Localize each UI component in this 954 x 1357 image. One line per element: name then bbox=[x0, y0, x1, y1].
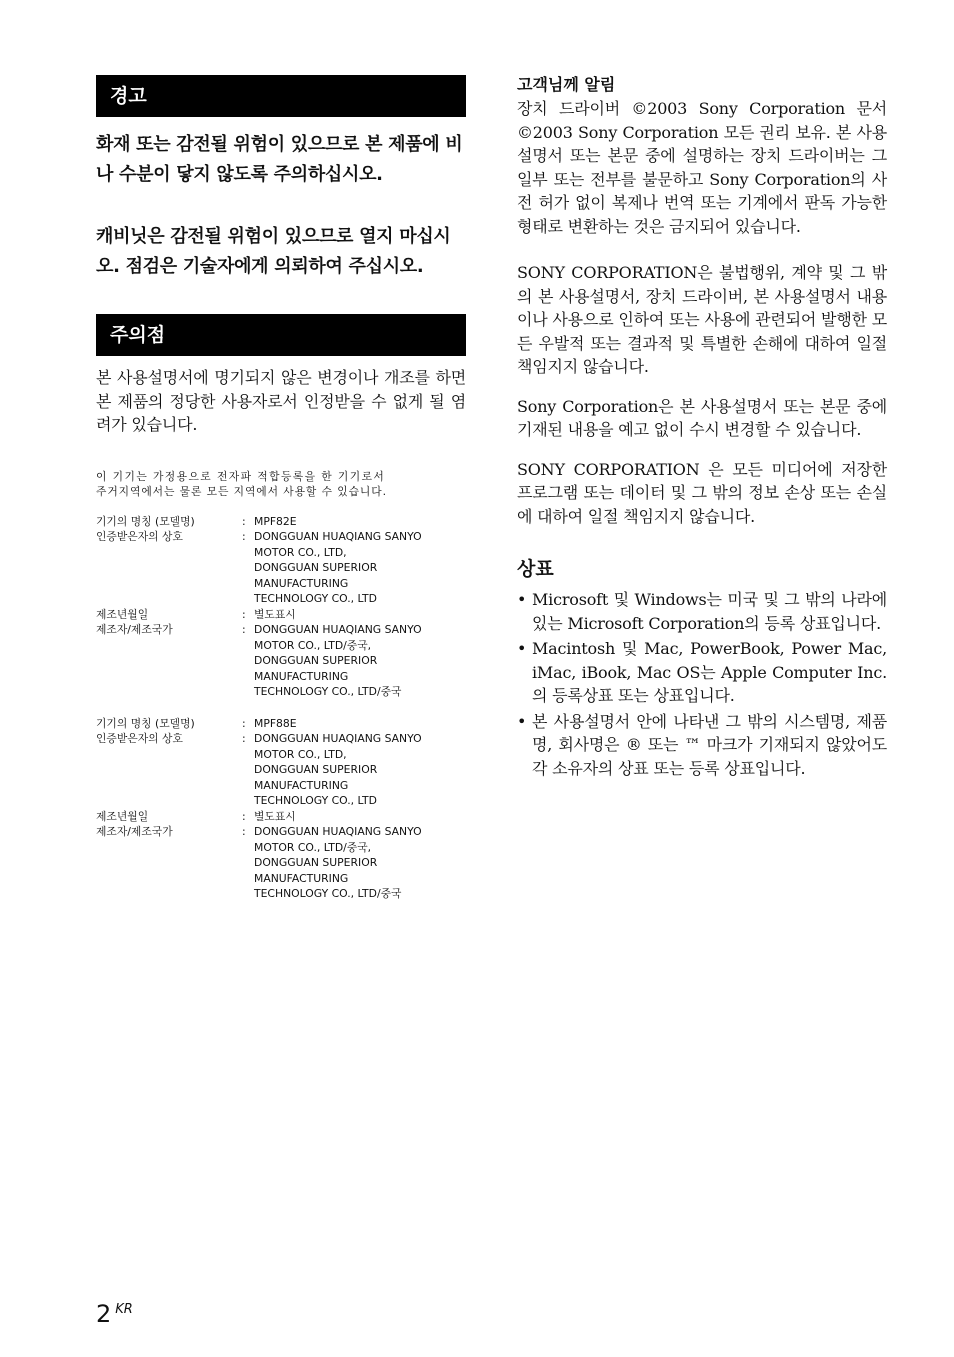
model-info-blocks bbox=[96, 514, 466, 902]
model-info-label: 제조년월일 bbox=[96, 809, 149, 823]
notice-paragraph-1: 장치 드라이버 ©2003 Sony Corporation 문서 ©2003 Sony Corporation 모든 권리 보유. 본 사용설명서 또는 본문 중에 설명하는 장치 드라이버는 그 일부 또는 전부를 불문하고 Sony Corporation의 사전 허가 없이 복제나 번역 또는 기계에서 판독 가능한 형태로 변환하는 것은 금지되어 있습니다. bbox=[517, 99, 887, 236]
model-info-table bbox=[96, 514, 466, 700]
model-info-colon: : bbox=[242, 825, 246, 838]
model-info-colon: : bbox=[242, 809, 246, 823]
bullet-icon: • bbox=[517, 711, 527, 731]
trademark-list bbox=[517, 588, 887, 780]
caution-paragraph: 본 사용설명서에 명기되지 않은 변경이나 개조를 하면 본 제품의 정당한 사용자로서 인정받을 수 없게 될 염려가 있습니다. bbox=[96, 368, 466, 434]
trademark-text: 본 사용설명서 안에 나타낸 그 밖의 시스템명, 제품명, 회사명은 ® 또는 ™ 마크가 기재되지 않았어도 각 소유자의 상표 또는 등록 상표입니다. bbox=[532, 711, 887, 778]
model-info-label: 기기의 명칭 (모델명) bbox=[96, 716, 195, 730]
model-info-colon: : bbox=[242, 514, 246, 528]
trademark-text: Microsoft 및 Windows는 미국 및 그 밖의 나라에 있는 Microsoft Corporation의 등록 상표입니다. bbox=[532, 590, 887, 633]
model-info-value: MPF88E bbox=[254, 716, 297, 730]
model-info-table bbox=[96, 716, 466, 902]
model-info-label: 제조자/제조국가 bbox=[96, 825, 173, 838]
warning-paragraph-2: 캐비닛은 감전될 위험이 있으므로 열지 마십시오. 점검은 기술자에게 의뢰하여 주십시오. bbox=[96, 226, 451, 277]
model-info-value: DONGGUAN HUAQIANG SANYO MOTOR CO., LTD/중국, DONGGUAN SUPERIOR MANUFACTURING TECHNOLOGY CO., LTD/중국 bbox=[254, 623, 422, 698]
model-info-value: 별도표시 bbox=[254, 607, 296, 621]
left-column bbox=[96, 75, 466, 902]
bullet-icon: • bbox=[517, 639, 527, 658]
notice-paragraph-4: SONY CORPORATION 은 모든 미디어에 저장한 프로그램 또는 데이터 및 그 밖의 정보 손상 또는 손실에 대하여 일절 책임지지 않습니다. bbox=[517, 459, 887, 526]
model-info-row bbox=[96, 607, 466, 623]
model-info-label: 인증받은자의 상호 bbox=[96, 530, 183, 543]
emc-notice bbox=[96, 469, 466, 500]
model-info-row bbox=[96, 529, 466, 607]
trademark-item bbox=[517, 637, 887, 708]
trademark-text: Macintosh 및 Mac, PowerBook, Power Mac, iMac, iBook, Mac OS는 Apple Computer Inc.의 등록상표 또는 상표입니다. bbox=[532, 639, 887, 705]
notice-paragraph-3: Sony Corporation은 본 사용설명서 또는 본문 중에 기재된 내용을 예고 없이 수시 변경할 수 있습니다. bbox=[517, 396, 887, 439]
model-info-value: DONGGUAN HUAQIANG SANYO MOTOR CO., LTD, DONGGUAN SUPERIOR MANUFACTURING TECHNOLOGY CO., LTD bbox=[254, 530, 422, 605]
model-info-row bbox=[96, 809, 466, 825]
notice-paragraph-2: SONY CORPORATION은 불법행위, 계약 및 그 밖의 본 사용설명서, 장치 드라이버, 본 사용설명서 내용이나 사용으로 인하여 또는 사용에 관련되어 발행한 모든 우발적 또는 결과적 및 특별한 손해에 대하여 일절 책임지지 않습니다. bbox=[517, 263, 887, 376]
trademark-item bbox=[517, 588, 887, 635]
model-info-colon: : bbox=[242, 530, 246, 543]
model-info-row bbox=[96, 514, 466, 530]
model-info-value: DONGGUAN HUAQIANG SANYO MOTOR CO., LTD, DONGGUAN SUPERIOR MANUFACTURING TECHNOLOGY CO., LTD bbox=[254, 732, 422, 807]
customer-notice-heading: 고객님께 알림 bbox=[517, 75, 616, 94]
model-info-row bbox=[96, 731, 466, 809]
model-info-row bbox=[96, 716, 466, 732]
model-info-row bbox=[96, 824, 466, 902]
page-footer bbox=[96, 1300, 133, 1328]
model-info-value: DONGGUAN HUAQIANG SANYO MOTOR CO., LTD/중국, DONGGUAN SUPERIOR MANUFACTURING TECHNOLOGY CO., LTD/중국 bbox=[254, 825, 422, 900]
model-info-row bbox=[96, 622, 466, 700]
emc-line-2: 주거지역에서는 물론 모든 지역에서 사용할 수 있습니다. bbox=[96, 485, 387, 498]
page-number: 2 bbox=[96, 1300, 112, 1328]
emc-line-1: 이 기기는 가정용으로 전자파 적합등록을 한 기기로서 bbox=[96, 469, 386, 483]
right-column bbox=[517, 75, 887, 782]
model-info-colon: : bbox=[242, 607, 246, 621]
model-info-colon: : bbox=[242, 716, 246, 730]
warning-section-header: 경고 bbox=[96, 75, 466, 117]
trademark-item bbox=[517, 710, 887, 781]
model-info-label: 제조년월일 bbox=[96, 607, 149, 621]
model-info-label: 인증받은자의 상호 bbox=[96, 732, 183, 745]
trademark-heading: 상표 bbox=[517, 558, 554, 580]
model-info-label: 기기의 명칭 (모델명) bbox=[96, 514, 195, 528]
warning-paragraph-1: 화재 또는 감전될 위험이 있으므로 본 제품에 비나 수분이 닿지 않도록 주의하십시오. bbox=[96, 134, 463, 185]
model-info-label: 제조자/제조국가 bbox=[96, 623, 173, 636]
model-info-colon: : bbox=[242, 623, 246, 636]
model-info-colon: : bbox=[242, 732, 246, 745]
model-info-value: 별도표시 bbox=[254, 809, 296, 823]
model-info-value: MPF82E bbox=[254, 514, 297, 528]
page-language: KR bbox=[115, 1302, 133, 1317]
bullet-icon: • bbox=[517, 590, 527, 609]
caution-section-header: 주의점 bbox=[96, 314, 466, 356]
